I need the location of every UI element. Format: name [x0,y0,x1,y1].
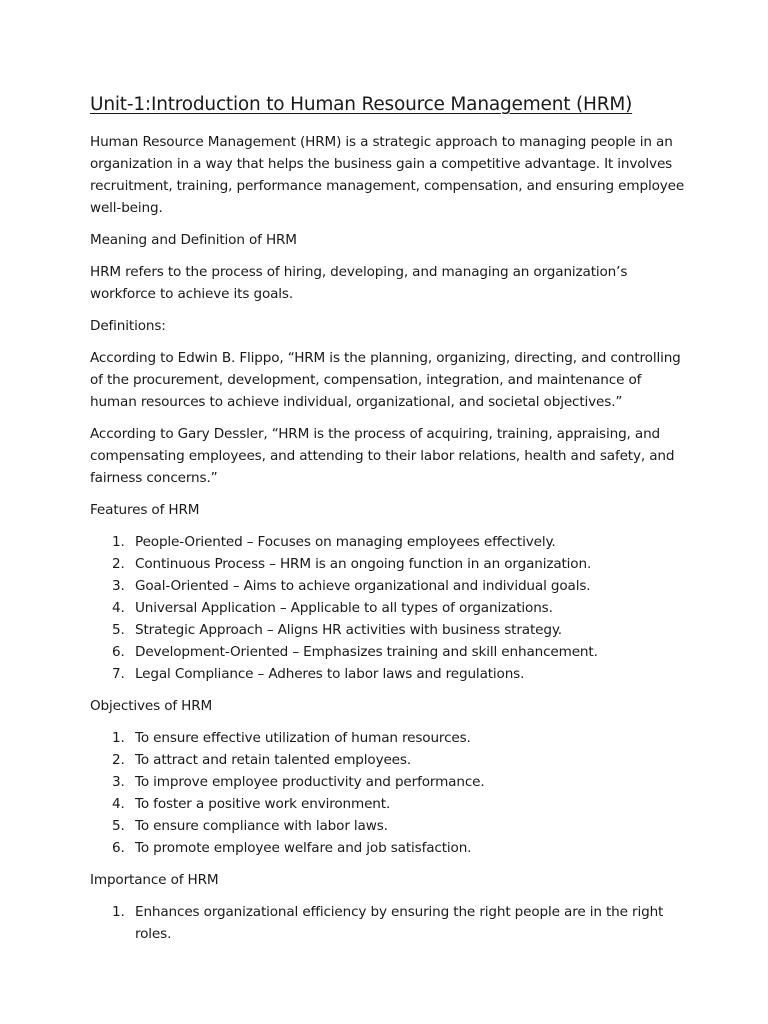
list-text: To foster a positive work environment. [135,796,391,812]
list-number: 2. [112,556,125,572]
list-number: 4. [112,600,125,616]
list-number: 1. [112,904,125,920]
list-number: 5. [112,622,125,638]
list-number: 4. [112,796,125,812]
list-item [90,531,690,553]
list-text: Legal Compliance – Adheres to labor laws and regulations. [135,666,525,682]
list-text: People-Oriented – Focuses on managing employees effectively. [135,534,556,550]
list-text: Continuous Process – HRM is an ongoing function in an organization. [135,556,592,572]
list-item [90,597,690,619]
list-number: 2. [112,752,125,768]
list-text: To attract and retain talented employees. [135,752,411,768]
list-text: Enhances organizational efficiency by ensuring the right people are in the right roles. [135,904,664,942]
features-heading: Features of HRM [90,502,200,518]
list-item [90,749,690,771]
list-text: Strategic Approach – Aligns HR activities with business strategy. [135,622,562,638]
list-item [90,553,690,575]
document-title: Unit-1:Introduction to Human Resource Management (HRM) [90,94,633,115]
list-item [90,793,690,815]
list-text: To ensure compliance with labor laws. [135,818,388,834]
list-text: To ensure effective utilization of human resources. [135,730,471,746]
meaning-paragraph: HRM refers to the process of hiring, developing, and managing an organization’s workforce to achieve its goals. [90,264,628,302]
list-number: 6. [112,644,125,660]
list-text: Development-Oriented – Emphasizes training and skill enhancement. [135,644,598,660]
meaning-heading: Meaning and Definition of HRM [90,232,297,248]
list-item [90,575,690,597]
document-page [90,93,690,955]
objectives-list [90,727,690,859]
importance-list [90,901,690,945]
definitions-heading: Definitions: [90,318,166,334]
definition-dessler: According to Gary Dessler, “HRM is the process of acquiring, training, appraising, and compensating employees, and attending to their labor relations, health and safety, and fairness concerns.” [90,426,675,486]
list-item [90,901,690,945]
features-list [90,531,690,685]
list-item [90,619,690,641]
list-number: 1. [112,534,125,550]
list-text: Goal-Oriented – Aims to achieve organizational and individual goals. [135,578,591,594]
intro-paragraph: Human Resource Management (HRM) is a strategic approach to managing people in an organization in a way that helps the business gain a competitive advantage. It involves recruitment, training, performance management, compensation, and ensuring employee well-being. [90,134,685,216]
list-item [90,771,690,793]
list-number: 5. [112,818,125,834]
list-text: To improve employee productivity and performance. [135,774,485,790]
list-text: Universal Application – Applicable to all types of organizations. [135,600,553,616]
importance-heading: Importance of HRM [90,872,219,888]
list-item [90,663,690,685]
list-number: 1. [112,730,125,746]
list-item [90,641,690,663]
list-number: 3. [112,578,125,594]
list-number: 3. [112,774,125,790]
list-text: To promote employee welfare and job satisfaction. [135,840,472,856]
list-item [90,837,690,859]
list-number: 6. [112,840,125,856]
list-item [90,815,690,837]
list-item [90,727,690,749]
definition-flippo: According to Edwin B. Flippo, “HRM is the planning, organizing, directing, and controlling of the procurement, development, compensation, integration, and maintenance of human resources to achieve individual, organizational, and societal objectives.” [90,350,681,410]
objectives-heading: Objectives of HRM [90,698,213,714]
list-number: 7. [112,666,125,682]
